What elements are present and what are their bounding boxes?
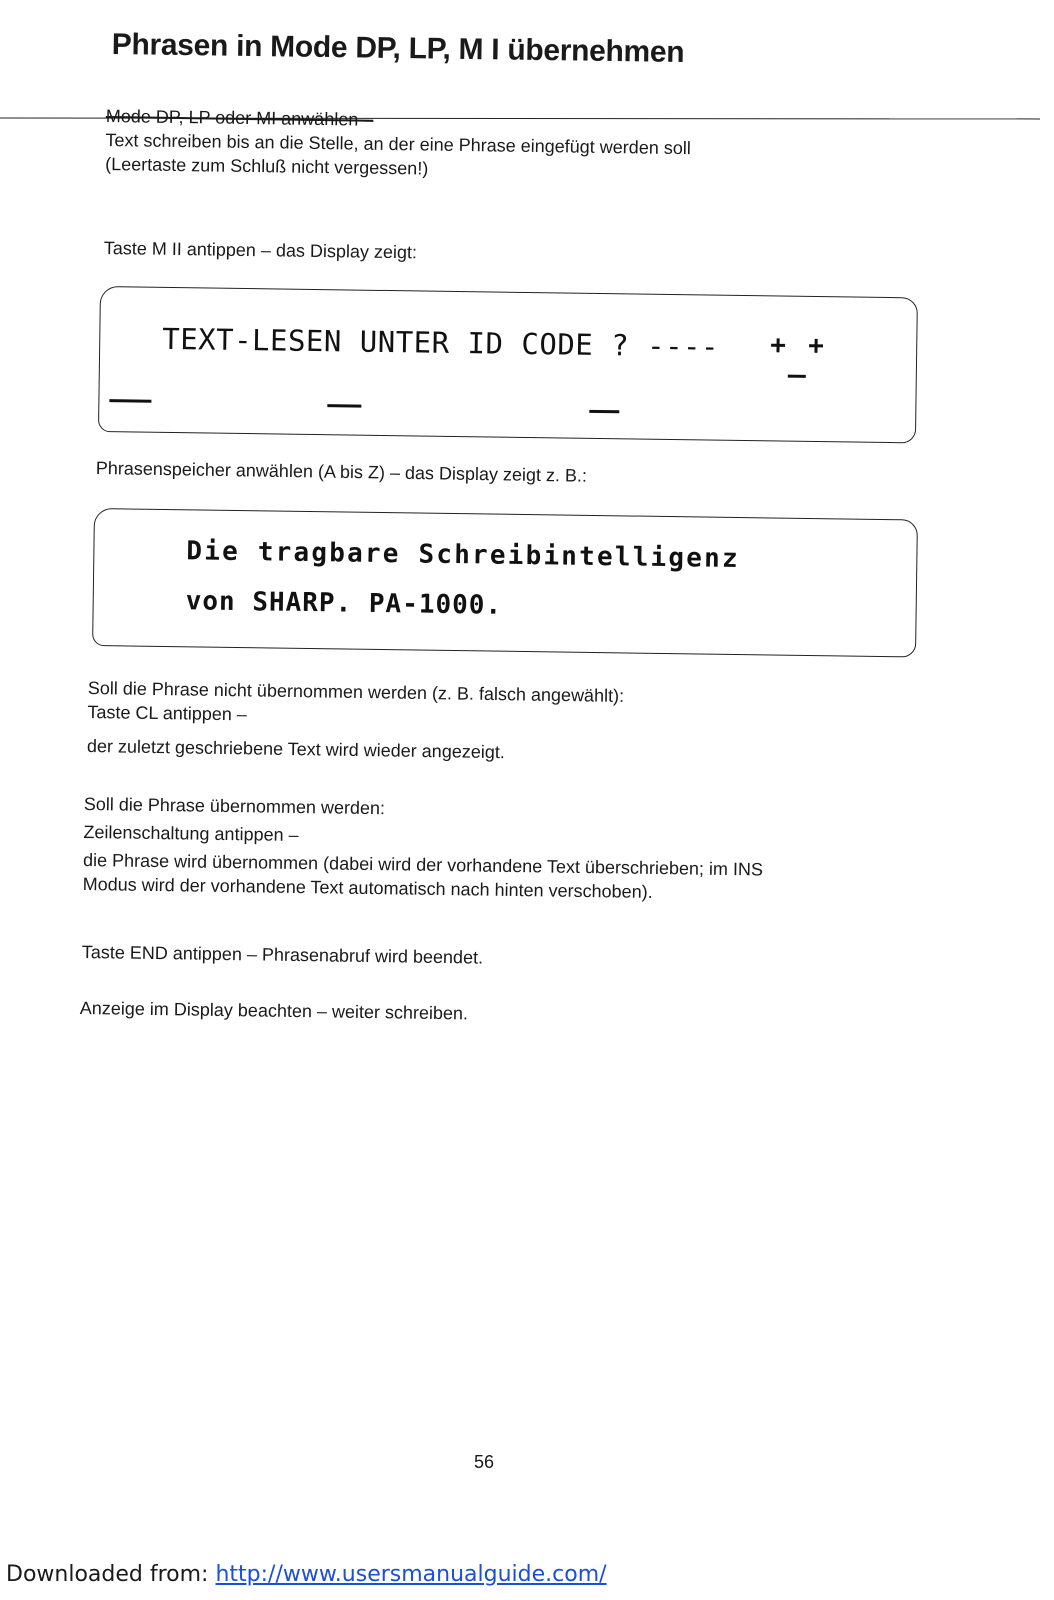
intro-line: Text schreiben bis an die Stelle, an der eine Phrase eingefügt werden soll bbox=[105, 129, 691, 159]
cancel-line: Taste CL antippen – bbox=[87, 701, 248, 725]
lcd-text-line-1: Die tragbare Schreibintelligenz bbox=[186, 536, 741, 575]
accept-line: Soll die Phrase übernommen werden: bbox=[83, 793, 386, 819]
struck-instruction: Mode DP, LP oder MI anwählen – bbox=[105, 105, 374, 130]
lcd-text: TEXT-LESEN UNTER ID CODE ? ---- bbox=[162, 321, 720, 364]
step-continue bbox=[80, 996, 469, 1025]
accept-paragraph bbox=[83, 792, 764, 905]
footer-prefix: Downloaded from: bbox=[6, 1562, 216, 1587]
page-title: Phrasen in Mode DP, LP, M I übernehmen bbox=[111, 28, 685, 69]
accept-line: Modus wird der vorhandene Text automatisch nach hinten verschoben). bbox=[82, 873, 653, 902]
cursor-underscore bbox=[788, 375, 806, 378]
step-mii bbox=[104, 236, 417, 264]
step-end bbox=[82, 940, 484, 970]
page-number: 56 bbox=[474, 1452, 495, 1472]
intro-paragraph bbox=[105, 104, 691, 184]
lcd-text-line-2: von SHARP. PA-1000. bbox=[185, 586, 503, 621]
segment-marker bbox=[327, 404, 361, 407]
plus-diamond-icon: + bbox=[770, 330, 787, 361]
accept-line: die Phrase wird übernommen (dabei wird der vorhandene Text überschrieben; im INS bbox=[82, 849, 764, 880]
accept-line: Zeilenschaltung antippen – bbox=[83, 821, 299, 845]
source-link[interactable]: http://www.usersmanualguide.com/ bbox=[215, 1562, 607, 1587]
lcd-display-phrase bbox=[92, 508, 918, 657]
step-mii-text: Taste M II antippen – das Display zeigt: bbox=[103, 237, 418, 263]
plus-diamond-icon: + bbox=[808, 330, 825, 362]
step-select-text: Phrasenspeicher anwählen (A bis Z) – das Display zeigt z. B.: bbox=[95, 457, 588, 486]
lcd-display-id-code bbox=[98, 286, 918, 443]
cancel-line: Soll die Phrase nicht übernommen werden (z. B. falsch angewählt): bbox=[87, 677, 625, 706]
download-footer bbox=[6, 1562, 607, 1587]
cancel-paragraph bbox=[87, 676, 624, 766]
step-select bbox=[96, 456, 588, 488]
step-continue-text: Anzeige im Display beachten – weiter schreiben. bbox=[79, 997, 469, 1024]
segment-marker bbox=[109, 399, 151, 403]
intro-line: (Leertaste zum Schluß nicht vergessen!) bbox=[105, 153, 429, 179]
step-end-text: Taste END antippen – Phrasenabruf wird beendet. bbox=[81, 941, 484, 968]
cancel-line: der zuletzt geschriebene Text wird wieder angezeigt. bbox=[86, 735, 505, 763]
segment-marker bbox=[589, 410, 619, 413]
